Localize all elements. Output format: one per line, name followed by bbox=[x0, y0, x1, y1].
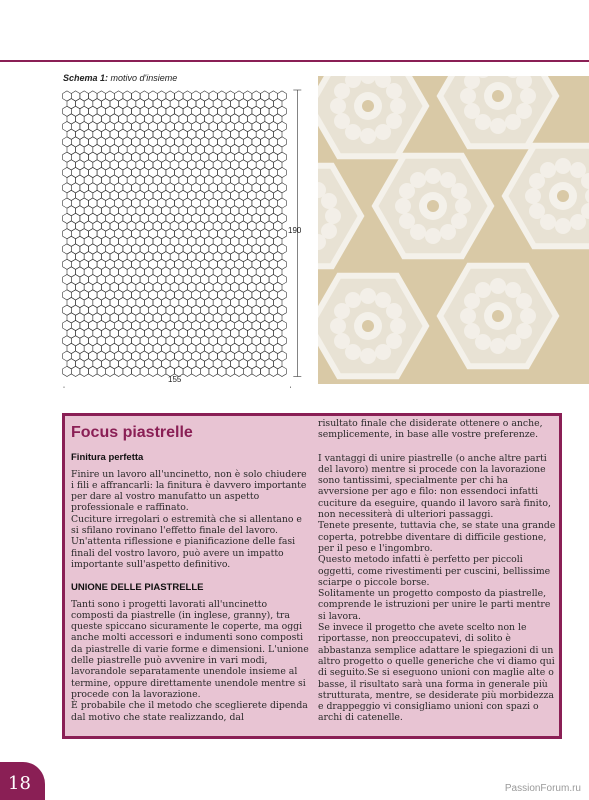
right-paragraph: Solitamente un progetto composto da piastrelle, comprende le istruzioni per unire le parti mentre si lavora. bbox=[318, 588, 551, 622]
focus-box bbox=[62, 413, 562, 739]
page-number: 18 bbox=[8, 773, 31, 794]
focus-title: Focus piastrelle bbox=[71, 424, 193, 441]
watermark: PassionForum.ru bbox=[504, 783, 581, 794]
section2-paragraph: È probabile che il metodo che sceglierete dipenda dal motivo che state realizzando, dal bbox=[71, 700, 308, 723]
section1-paragraph: Cuciture irregolari o estremità che si allentano e si sfilano rovinano l'effetto finale del lavoro. Un'attenta riflessione e pianificazione delle fasi finali del vostro lavoro, può avere un impatto importante sull'aspetto definitivo. bbox=[71, 513, 302, 570]
section2-paragraph: Tanti sono i progetti lavorati all'uncinetto composti da piastrelle (in inglese, granny), tra queste spiccano sicuramente le coperte, ma oggi anche molti accessori e indumenti sono composti da piastrelle di varie forme e dimensioni. L'unione delle piastrelle può avvenire in vari modi, lavorandole separatamente unendole insieme al termine, oppure direttamente unendole mentre si procede con la lavorazione. bbox=[71, 598, 309, 700]
schema-caption bbox=[63, 73, 177, 83]
focus-right-column bbox=[318, 418, 556, 724]
right-paragraph: Questo metodo infatti è perfetto per piccoli oggetti, come rivestimenti per cuscini, bellissime sciarpe o piccole borse. bbox=[318, 554, 551, 588]
right-paragraph: I vantaggi di unire piastrelle (o anche altre parti del lavoro) mentre si procede con la lavorazione sono tantissimi, specialmente per chi ha avversione per ago e filo: non essendoci infatti cuciture da eseguire, quando il lavoro sarà finito, non necessiterà di ulteriori passaggi. bbox=[318, 452, 551, 521]
schema-subtitle: motivo d'insieme bbox=[110, 73, 178, 83]
section2-heading: UNIONE DELLE PIASTRELLE bbox=[71, 582, 204, 594]
section1-heading: Finitura perfetta bbox=[71, 452, 144, 464]
focus-left-column bbox=[71, 424, 311, 723]
crochet-photo bbox=[318, 76, 589, 384]
hexagon-schema-diagram bbox=[60, 88, 305, 388]
height-dimension-label: 190 bbox=[288, 226, 302, 235]
right-paragraph: Se invece il progetto che avete scelto non le riportasse, non preoccupatevi, di solito è abbastanza semplice adattare le spiegazioni di un altro progetto o quelle generiche che vi diamo qui di seguito.Se si eseguono unioni con maglie alte o basse, il risultato sarà una forma in generale più strutturata, mentre, se desiderate più morbidezza e drappeggio vi consigliamo unioni con spazi o archi di catenelle. bbox=[318, 622, 555, 724]
section1-paragraph: Finire un lavoro all'uncinetto, non è solo chiudere i fili e affrancarli: la finitura è davvero importante per dare al vostro manufatto un aspetto professionale e raffinato. bbox=[71, 468, 307, 514]
width-dimension-label: 155 bbox=[168, 375, 182, 384]
right-paragraph: risultato finale che disiderate ottenere o anche, semplicemente, in base alle vostre preferenze. bbox=[318, 418, 543, 441]
schema-title: Schema 1: bbox=[63, 73, 109, 83]
right-paragraph: Tenete presente, tuttavia che, se state una grande coperta, potrebbe diventare di difficile gestione, per il peso e l'ingombro. bbox=[318, 520, 556, 554]
header-rule bbox=[0, 60, 589, 62]
